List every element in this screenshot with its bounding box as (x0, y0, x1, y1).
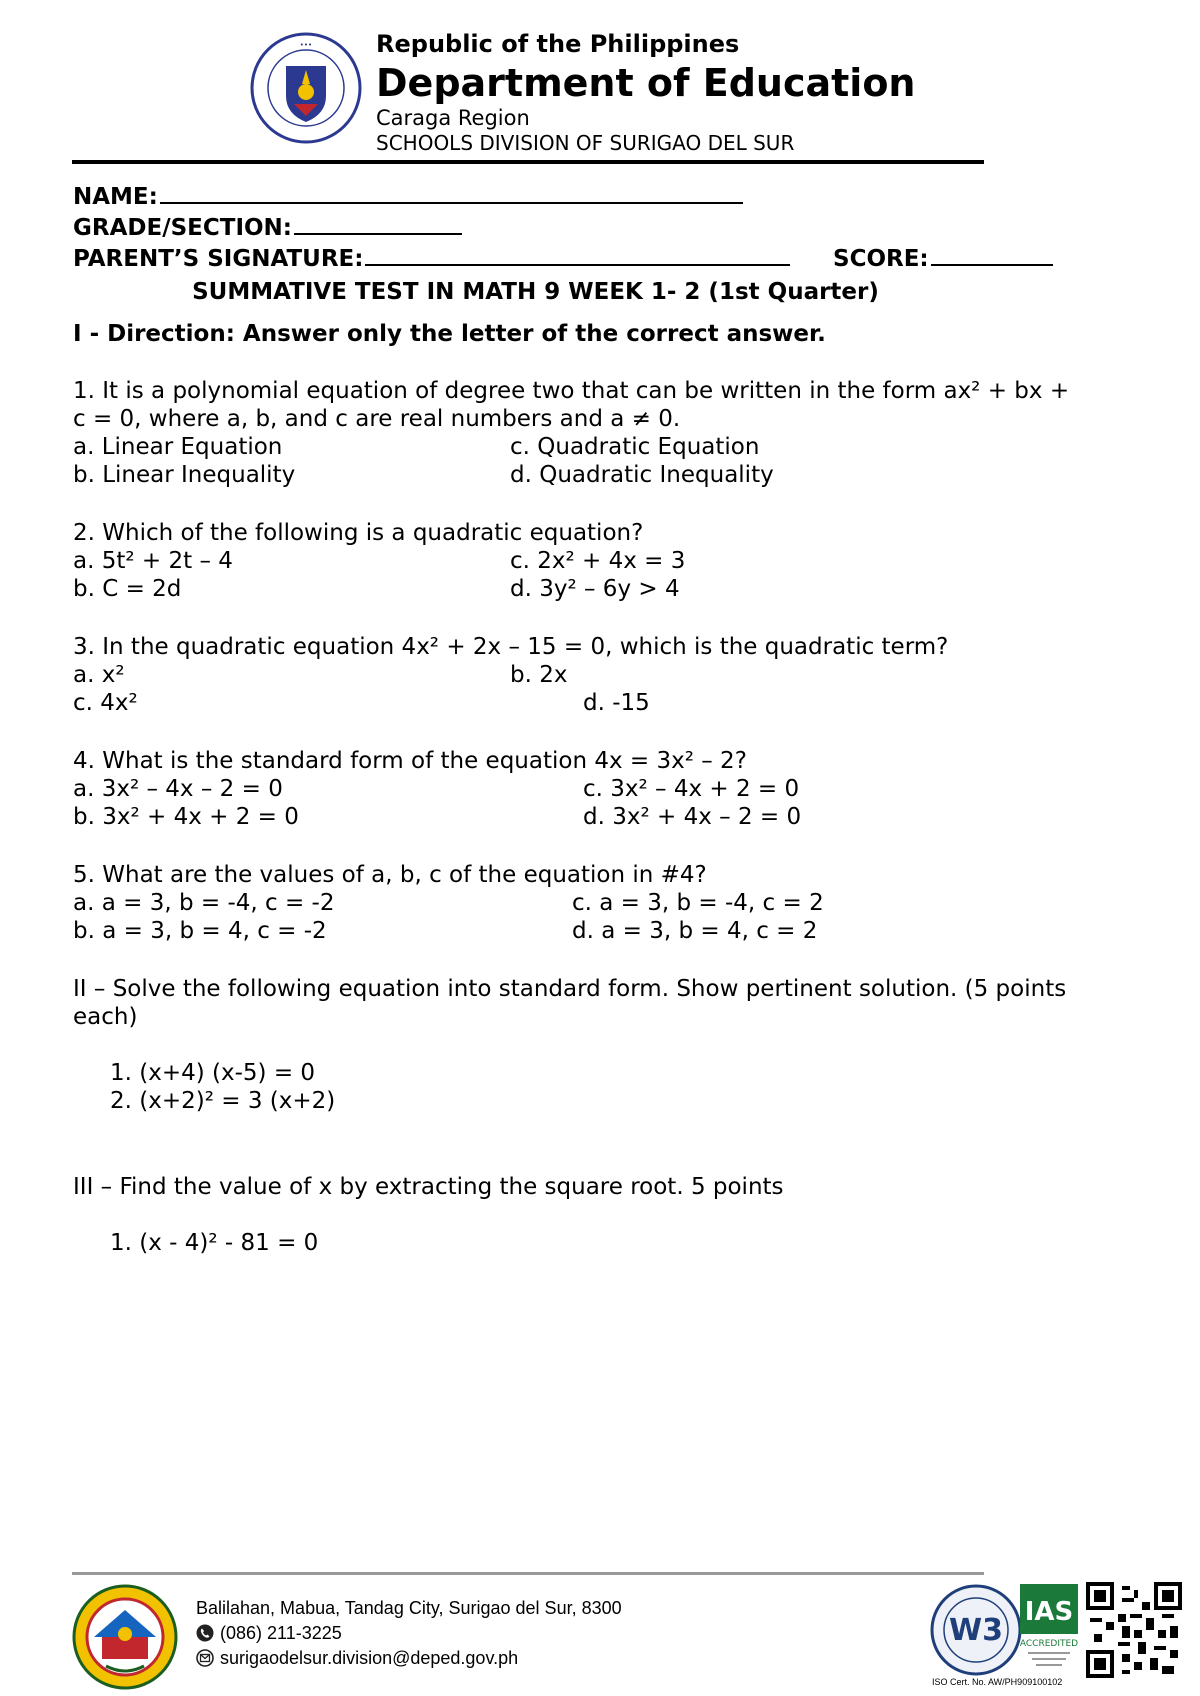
score-blank[interactable] (931, 263, 1053, 266)
parent-signature-blank[interactable] (365, 263, 790, 266)
grade-section-blank[interactable] (294, 232, 462, 235)
question-1-choice-a: a. Linear Equation (73, 434, 283, 460)
name-blank[interactable] (160, 201, 743, 204)
republic-line: Republic of the Philippines (376, 30, 740, 58)
grade-section-label: GRADE/SECTION: (73, 215, 292, 241)
footer-address: Balilahan, Mabua, Tandag City, Surigao del Sur, 8300 (196, 1598, 622, 1618)
letterhead (376, 28, 915, 153)
question-2-line-1: 2. Which of the following is a quadratic equation? (73, 520, 644, 546)
deped-seal-logo (250, 32, 362, 144)
name-label: NAME: (73, 184, 158, 210)
question-5-choice-b: b. a = 3, b = 4, c = -2 (73, 918, 327, 944)
header-divider (72, 160, 984, 164)
score-field[interactable] (833, 248, 1053, 271)
question-2-choice-b: b. C = 2d (73, 576, 182, 602)
question-3-choice-c: c. 4x² (73, 690, 138, 716)
part2-direction-line-1: II – Solve the following equation into standard form. Show pertinent solution. (5 points (73, 976, 1067, 1002)
parent-signature-label: PARENT’S SIGNATURE: (73, 246, 364, 272)
question-1-choice-b: b. Linear Inequality (73, 462, 296, 488)
question-3-choice-a: a. x² (73, 662, 125, 688)
division-line: SCHOOLS DIVISION OF SURIGAO DEL SUR (376, 131, 795, 155)
question-2-choice-d: d. 3y² – 6y > 4 (510, 576, 680, 602)
region-line: Caraga Region (376, 106, 530, 130)
iso-cert-number: ISO Cert. No. AW/PH909100102 (932, 1677, 1063, 1687)
question-2-choice-a: a. 5t² + 2t – 4 (73, 548, 233, 574)
question-1-choice-d: d. Quadratic Inequality (510, 462, 774, 488)
question-5-line-1: 5. What are the values of a, b, c of the equation in #4? (73, 862, 707, 888)
part2-item-1: 1. (x+4) (x-5) = 0 (110, 1060, 316, 1086)
question-3-choice-d: d. -15 (583, 690, 650, 716)
footer-phone: (086) 211-3225 (220, 1623, 342, 1643)
division-seal-logo (72, 1584, 178, 1690)
question-4-choice-a: a. 3x² – 4x – 2 = 0 (73, 776, 283, 802)
question-5-choice-c: c. a = 3, b = -4, c = 2 (572, 890, 824, 916)
question-3-choice-b: b. 2x (510, 662, 568, 688)
question-4-choice-b: b. 3x² + 4x + 2 = 0 (73, 804, 299, 830)
part3-item-1: 1. (x - 4)² - 81 = 0 (110, 1230, 319, 1256)
question-1-line-1: 1. It is a polynomial equation of degree two that can be written in the form ax² + bx + (73, 378, 1070, 404)
phone-icon (196, 1624, 214, 1642)
part1-direction: I - Direction: Answer only the letter of the correct answer. (73, 321, 826, 347)
question-1-line-2: c = 0, where a, b, and c are real numbers and a ≠ 0. (73, 406, 681, 432)
question-5-choice-d: d. a = 3, b = 4, c = 2 (572, 918, 818, 944)
department-name: Department of Education (376, 61, 916, 105)
question-5-choice-a: a. a = 3, b = -4, c = -2 (73, 890, 335, 916)
question-1-choice-c: c. Quadratic Equation (510, 434, 760, 460)
parent-signature-field[interactable] (73, 248, 790, 271)
score-label: SCORE: (833, 246, 929, 272)
part2-item-2: 2. (x+2)² = 3 (x+2) (110, 1088, 336, 1114)
w3-certification-logo (930, 1584, 1022, 1676)
qr-code (1086, 1582, 1182, 1678)
test-title: SUMMATIVE TEST IN MATH 9 WEEK 1- 2 (1st Quarter) (192, 279, 879, 305)
svg-text:•••: ••• (299, 41, 313, 49)
question-4-choice-d: d. 3x² + 4x – 2 = 0 (583, 804, 802, 830)
part2-direction-line-2: each) (73, 1004, 138, 1030)
question-3-line-1: 3. In the quadratic equation 4x² + 2x – 15 = 0, which is the quadratic term? (73, 634, 949, 660)
grade-section-field[interactable] (73, 217, 462, 240)
footer-divider (72, 1572, 984, 1575)
name-field[interactable] (73, 186, 743, 209)
question-4-line-1: 4. What is the standard form of the equation 4x = 3x² – 2? (73, 748, 747, 774)
ias-logo-text: IAS (1024, 1597, 1074, 1627)
question-4-choice-c: c. 3x² – 4x + 2 = 0 (583, 776, 800, 802)
email-icon (196, 1649, 214, 1667)
footer-email: surigaodelsur.division@deped.gov.ph (220, 1648, 519, 1668)
ias-accredited-logo (1020, 1584, 1078, 1672)
part3-direction: III – Find the value of x by extracting the square root. 5 points (73, 1174, 784, 1200)
w3-logo-text: W3 (949, 1613, 1003, 1648)
question-2-choice-c: c. 2x² + 4x = 3 (510, 548, 686, 574)
ias-accredited-text: ACCREDITED (1020, 1639, 1078, 1649)
